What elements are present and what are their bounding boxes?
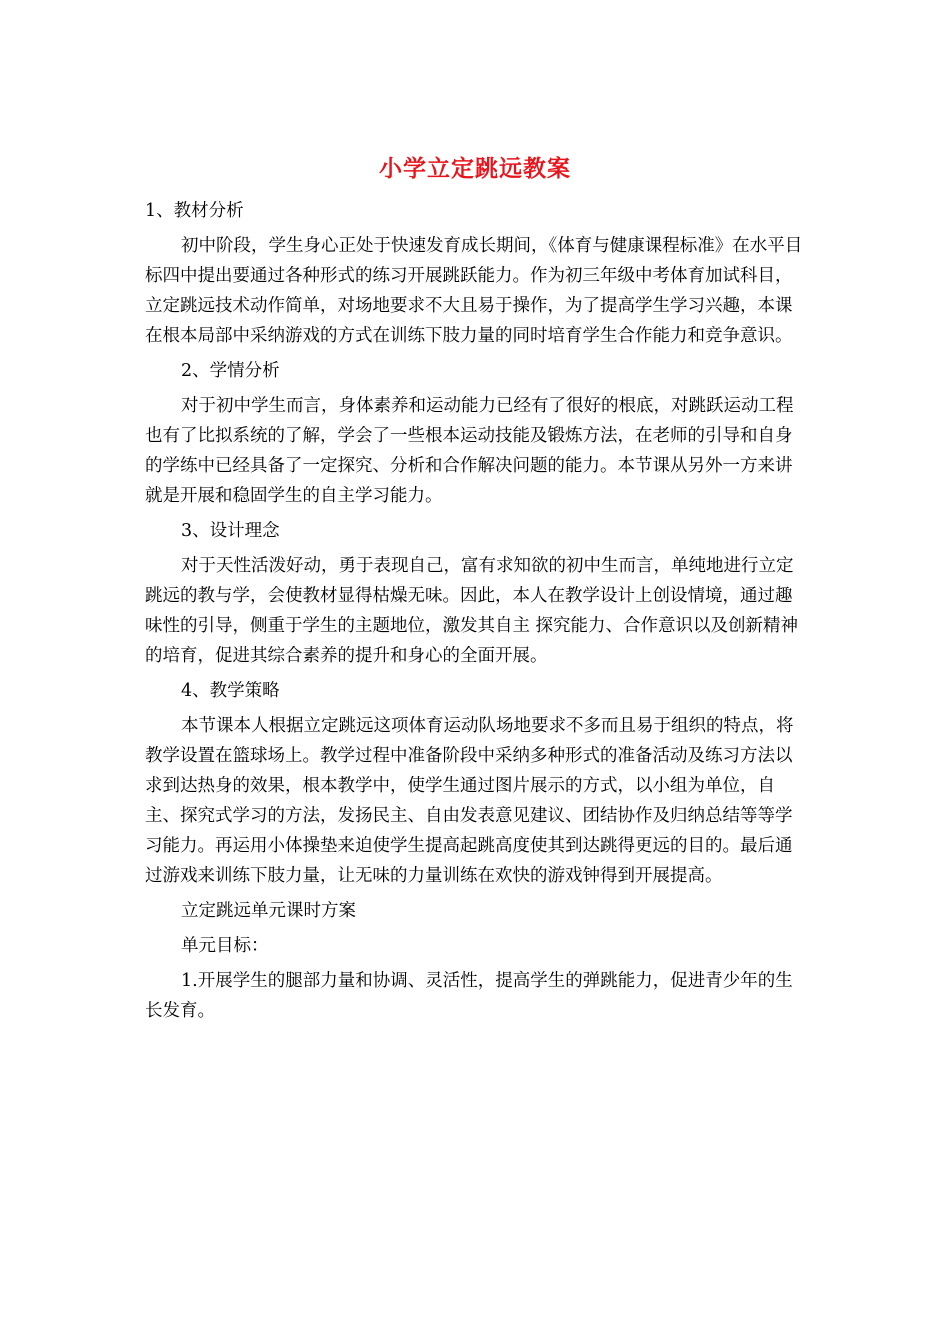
section-paragraph-3: 对于天性活泼好动，勇于表现自己，富有求知欲的初中生而言，单纯地进行立定跳远的教与学，会使教材显得枯燥无味。因此，本人在教学设计上创设情境，通过趣味性的引导，侧重于学生的主题地位，激发其自主 探究能力、合作意识以及创新精神的培育，促进其综合素养的提升和身心的全面开展。 xyxy=(145,556,799,666)
document-body xyxy=(145,196,805,1031)
unit-plan-title: 立定跳远单元课时方案 xyxy=(181,901,356,921)
section-heading-3: 3、设计理念 xyxy=(181,521,280,541)
unit-goal-item-1: 1.开展学生的腿部力量和协调、灵活性，提高学生的弹跳能力，促进青少年的生长发育。 xyxy=(145,971,793,1021)
section-heading-2: 2、学情分析 xyxy=(181,361,280,381)
document-title: 小学立定跳远教案 xyxy=(379,155,571,182)
section-paragraph-4: 本节课本人根据立定跳远这项体育运动队场地要求不多而且易于组织的特点，将教学设置在篮球场上。教学过程中准备阶段中采纳多种形式的准备活动及练习方法以求到达热身的效果，根本教学中，使学生通过图片展示的方式，以小组为单位，自主、探究式学习的方法，发扬民主、自由发表意见建议、团结协作及归纳总结等等学习能力。再运用小体操垫来迫使学生提高起跳高度使其到达跳得更远的目的。最后通过游戏来训练下肢力量，让无味的力量训练在欢快的游戏钟得到开展提高。 xyxy=(145,716,794,886)
section-heading-1: 1、教材分析 xyxy=(145,201,244,221)
section-paragraph-2: 对于初中学生而言，身体素养和运动能力已经有了很好的根底，对跳跃运动工程也有了比拟系统的了解，学会了一些根本运动技能及锻炼方法，在老师的引导和自身的学练中已经具备了一定探究、分析和合作解决问题的能力。本节课从另外一方来讲就是开展和稳固学生的自主学习能力。 xyxy=(145,396,794,506)
section-paragraph-1: 初中阶段，学生身心正处于快速发育成长期间，《体育与健康课程标准》在水平目标四中提出要通过各种形式的练习开展跳跃能力。作为初三年级中考体育加试科目，立定跳远技术动作简单，对场地要求不大且易于操作，为了提高学生学习兴趣，本课在根本局部中采纳游戏的方式在训练下肢力量的同时培育学生合作能力和竞争意识。 xyxy=(145,236,803,346)
section-heading-4: 4、教学策略 xyxy=(181,681,280,701)
unit-goal-label: 单元目标： xyxy=(181,936,269,956)
